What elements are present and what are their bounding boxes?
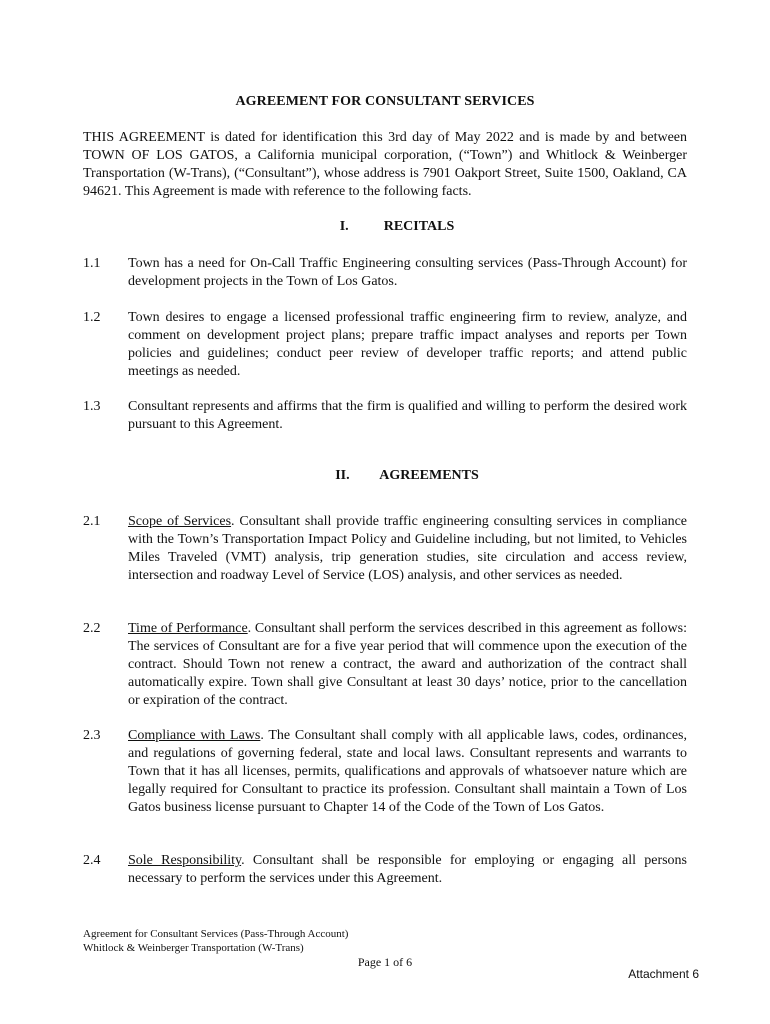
item-text [128,727,687,817]
recital-item [83,255,687,291]
item-number: 2.2 [83,621,101,636]
item-body: . Consultant shall be responsible for employing or engaging all persons necessary to perform the services under this Agreement. [128,853,687,886]
agreement-item [83,852,687,888]
item-heading: Time of Performance [128,621,248,636]
recital-item [83,309,687,381]
section-number: I. [339,219,349,234]
item-text [128,852,687,888]
section-number: II. [335,468,350,483]
attachment-label: Attachment 6 [628,967,699,981]
document-title: AGREEMENT FOR CONSULTANT SERVICES [235,94,535,109]
section-heading-agreements [22,468,770,484]
section-heading-recitals [12,219,770,235]
item-body: . Consultant shall perform the services described in this agreement as follows: The services of Consultant are for a five year period that will commence upon the execution of the contract. Should Town not renew a contract, the award and authorization of the contract shall automatically expire. Town shall give Consultant at least 30 days’ notice, prior to the cancellation or expiration of the contract. [128,621,687,708]
item-number: 1.1 [83,256,101,271]
item-heading: Scope of Services [128,514,232,529]
item-text: Town has a need for On-Call Traffic Engineering consulting services (Pass-Through Account) for development projects in the Town of Los Gatos. [128,256,687,289]
footer-line: Whitlock & Weinberger Transportation (W-Trans) [83,942,304,954]
item-heading: Compliance with Laws [128,728,261,743]
item-number: 2.1 [83,514,101,529]
agreement-item [83,727,687,817]
item-number: 1.2 [83,310,101,325]
item-text [128,620,687,710]
page-footer [83,927,348,955]
agreement-item [83,620,687,710]
item-heading: Sole Responsibility [128,853,242,868]
page-number: Page 1 of 6 [357,955,413,969]
item-number: 2.3 [83,728,101,743]
item-text [128,513,687,585]
item-text: Town desires to engage a licensed professional traffic engineering firm to review, analyze, and comment on development project plans; prepare traffic impact analyses and reports per Town policies and guidelines; conduct peer review of developer traffic reports; and attend public meetings as needed. [128,310,687,379]
section-title: AGREEMENTS [379,468,479,483]
item-body: . Consultant shall provide traffic engineering consulting services in compliance with the Town’s Transportation Impact Policy and Guideline including, but not limited, to Vehicles Miles Traveled (VMT) analysis, trip generation studies, site circulation and access review, intersection and roadway Level of Service (LOS) analysis, and other services as needed. [128,514,687,583]
item-body: . The Consultant shall comply with all applicable laws, codes, ordinances, and regulations of governing federal, state and local laws. Consultant represents and warrants to Town that it has all licenses, permits, qualifications and approvals of whatsoever nature which are legally required for Consultant to practice its profession. Consultant shall maintain a Town of Los Gatos business license pursuant to Chapter 14 of the Code of the Town of Los Gatos. [128,728,687,815]
item-text: Consultant represents and affirms that the firm is qualified and willing to perform the desired work pursuant to this Agreement. [128,399,687,432]
item-number: 2.4 [83,853,101,868]
section-title: RECITALS [383,219,455,234]
recital-item [83,398,687,434]
intro-paragraph: THIS AGREEMENT is dated for identification this 3rd day of May 2022 and is made by and between TOWN OF LOS GATOS, a California municipal corporation, (“Town”) and Whitlock & Weinberger Transportation (W-Trans), (“Consultant”), whose address is 7901 Oakport Street, Suite 1500, Oakland, CA 94621. This Agreement is made with reference to the following facts. [83,130,687,199]
footer-line: Agreement for Consultant Services (Pass-Through Account) [83,928,349,940]
agreement-item [83,513,687,585]
item-number: 1.3 [83,399,101,414]
